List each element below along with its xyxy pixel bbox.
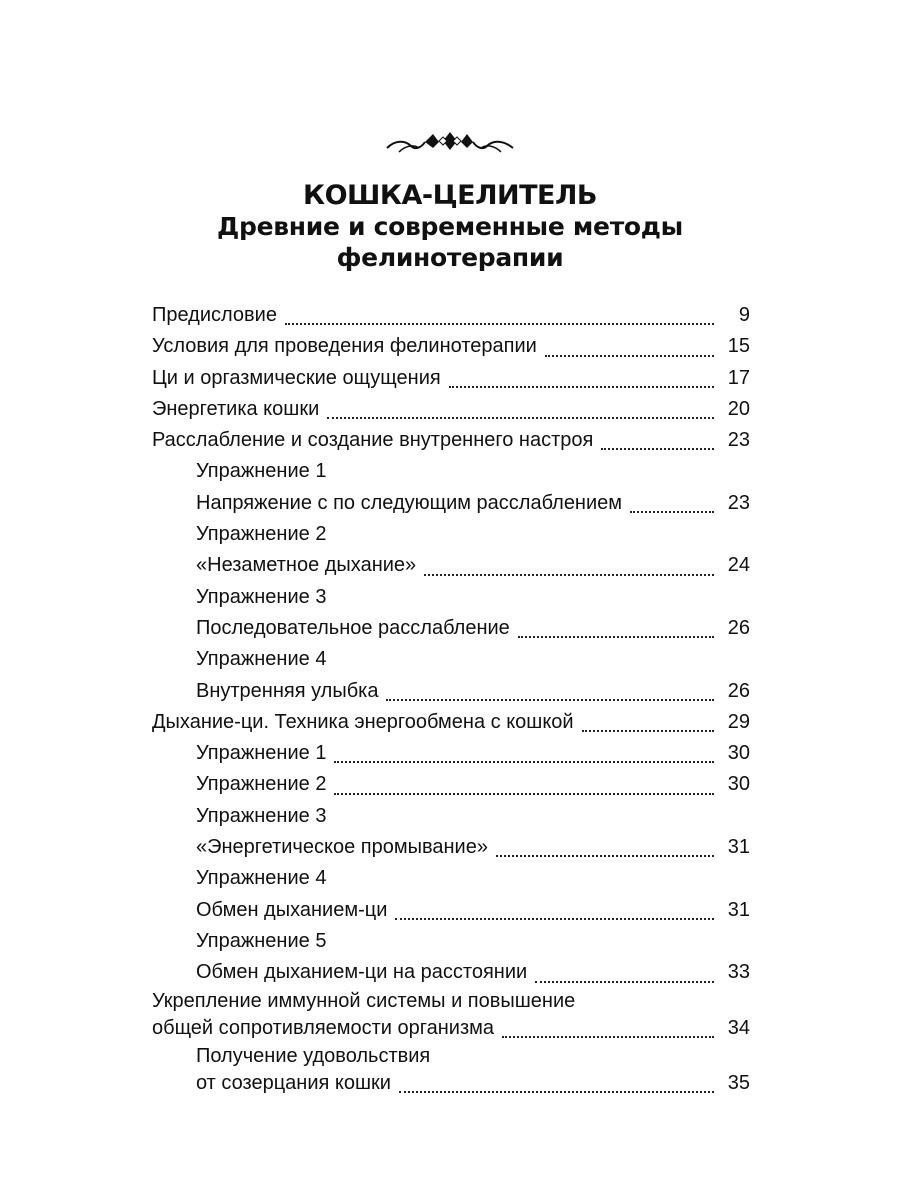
toc-entry-label: Дыхание-ци. Техника энергообмена с кошкой bbox=[152, 710, 574, 733]
toc-entry-label: Напряжение с по следующим расслаблением bbox=[196, 491, 623, 514]
toc-entry[interactable] bbox=[152, 769, 750, 800]
toc-entry-label: Ци и оргазмические ощущения bbox=[152, 366, 441, 389]
toc-subheading bbox=[152, 644, 750, 675]
toc-entry-label-line1: Укрепление иммунной системы и повышение bbox=[152, 989, 576, 1012]
dot-leader bbox=[545, 355, 714, 357]
toc-entry-page: 33 bbox=[727, 961, 750, 984]
ornament-divider-icon bbox=[385, 126, 515, 156]
toc-entry-label: Упражнение 5 bbox=[196, 929, 327, 952]
toc-entry-label: Упражнение 2 bbox=[196, 773, 327, 796]
toc-entry-label: Упражнение 1 bbox=[196, 460, 327, 483]
toc-subheading bbox=[152, 801, 750, 832]
toc-entry-page: 24 bbox=[727, 554, 750, 577]
book-title bbox=[0, 180, 900, 273]
toc-entry[interactable] bbox=[152, 989, 750, 1044]
dot-leader bbox=[285, 323, 714, 325]
dot-leader bbox=[334, 793, 714, 795]
dot-leader bbox=[496, 855, 714, 857]
toc-entry[interactable] bbox=[152, 613, 750, 644]
toc-entry-label: Энергетика кошки bbox=[152, 397, 320, 420]
toc-entry-label: Расслабление и создание внутреннего настроя bbox=[152, 429, 594, 452]
toc-subheading bbox=[152, 926, 750, 957]
toc-entry-label: Упражнение 2 bbox=[196, 523, 327, 546]
dot-leader bbox=[518, 636, 714, 638]
dot-leader bbox=[395, 918, 714, 920]
dot-leader bbox=[327, 417, 714, 419]
toc-entry-page: 34 bbox=[727, 1016, 750, 1039]
toc-entry-page: 17 bbox=[727, 366, 750, 389]
dot-leader bbox=[502, 1036, 714, 1038]
dot-leader bbox=[601, 448, 714, 450]
toc-entry-page: 15 bbox=[727, 335, 750, 358]
toc-entry[interactable] bbox=[152, 363, 750, 394]
title-line-3: фелинотерапии bbox=[336, 243, 564, 272]
toc-entry-page: 35 bbox=[727, 1071, 750, 1094]
toc-entry-page: 23 bbox=[727, 429, 750, 452]
toc-entry-label: Предисловие bbox=[152, 304, 277, 326]
toc-entry[interactable] bbox=[152, 957, 750, 988]
toc-entry-page: 31 bbox=[727, 836, 750, 859]
toc-entry[interactable] bbox=[152, 1044, 750, 1099]
toc-entry-label: Упражнение 1 bbox=[196, 742, 327, 765]
toc-entry[interactable] bbox=[152, 550, 750, 581]
toc-entry[interactable] bbox=[152, 394, 750, 425]
toc-entry[interactable] bbox=[152, 300, 750, 331]
toc-entry-label: от созерцания кошки bbox=[196, 1071, 391, 1094]
toc-entry[interactable] bbox=[152, 676, 750, 707]
toc-entry-page: 20 bbox=[727, 397, 750, 420]
toc-entry-label: Упражнение 3 bbox=[196, 804, 327, 827]
toc-entry-page: 31 bbox=[727, 898, 750, 921]
toc-entry-page: 26 bbox=[727, 616, 750, 639]
toc-entry[interactable] bbox=[152, 488, 750, 519]
toc-entry[interactable] bbox=[152, 832, 750, 863]
toc-entry-label: Обмен дыханием-ци на расстоянии bbox=[196, 961, 528, 984]
dot-leader bbox=[424, 574, 714, 576]
dot-leader bbox=[386, 699, 714, 701]
dot-leader bbox=[630, 511, 714, 513]
toc-entry-label: Упражнение 3 bbox=[196, 585, 327, 608]
toc-entry-label: общей сопротивляемости организма bbox=[152, 1016, 495, 1039]
toc-entry[interactable] bbox=[152, 707, 750, 738]
dot-leader bbox=[399, 1091, 714, 1093]
toc-entry-label: Упражнение 4 bbox=[196, 648, 327, 671]
toc-entry-label: «Энергетическое промывание» bbox=[196, 836, 488, 859]
toc-entry-label: Последовательное расслабление bbox=[196, 616, 510, 639]
toc-entry-page: 9 bbox=[738, 304, 750, 326]
toc-entry-label-line1: Получение удовольствия bbox=[196, 1044, 431, 1067]
toc-entry[interactable] bbox=[152, 425, 750, 456]
toc-entry-page: 26 bbox=[727, 679, 750, 702]
toc-entry-label: Внутренняя улыбка bbox=[196, 679, 379, 702]
toc-entry-label: Условия для проведения фелинотерапии bbox=[152, 335, 537, 358]
toc-subheading bbox=[152, 456, 750, 487]
toc-entry-page: 30 bbox=[727, 742, 750, 765]
title-line-1: КОШКА-ЦЕЛИТЕЛЬ bbox=[303, 180, 597, 211]
dot-leader bbox=[535, 981, 714, 983]
toc-entry-label: «Незаметное дыхание» bbox=[196, 554, 417, 577]
toc-subheading bbox=[152, 863, 750, 894]
toc-subheading bbox=[152, 582, 750, 613]
title-line-2: Древние и современные методы bbox=[217, 212, 683, 241]
dot-leader bbox=[449, 386, 714, 388]
toc-entry-page: 23 bbox=[727, 491, 750, 514]
toc-entry[interactable] bbox=[152, 738, 750, 769]
dot-leader bbox=[582, 730, 714, 732]
toc-subheading bbox=[152, 519, 750, 550]
dot-leader bbox=[334, 761, 714, 763]
toc-entry-page: 30 bbox=[727, 773, 750, 796]
toc-entry[interactable] bbox=[152, 331, 750, 362]
table-of-contents bbox=[152, 300, 750, 1099]
toc-entry-label: Упражнение 4 bbox=[196, 867, 327, 890]
toc-entry[interactable] bbox=[152, 895, 750, 926]
toc-entry-page: 29 bbox=[727, 710, 750, 733]
toc-entry-label: Обмен дыханием-ци bbox=[196, 898, 388, 921]
